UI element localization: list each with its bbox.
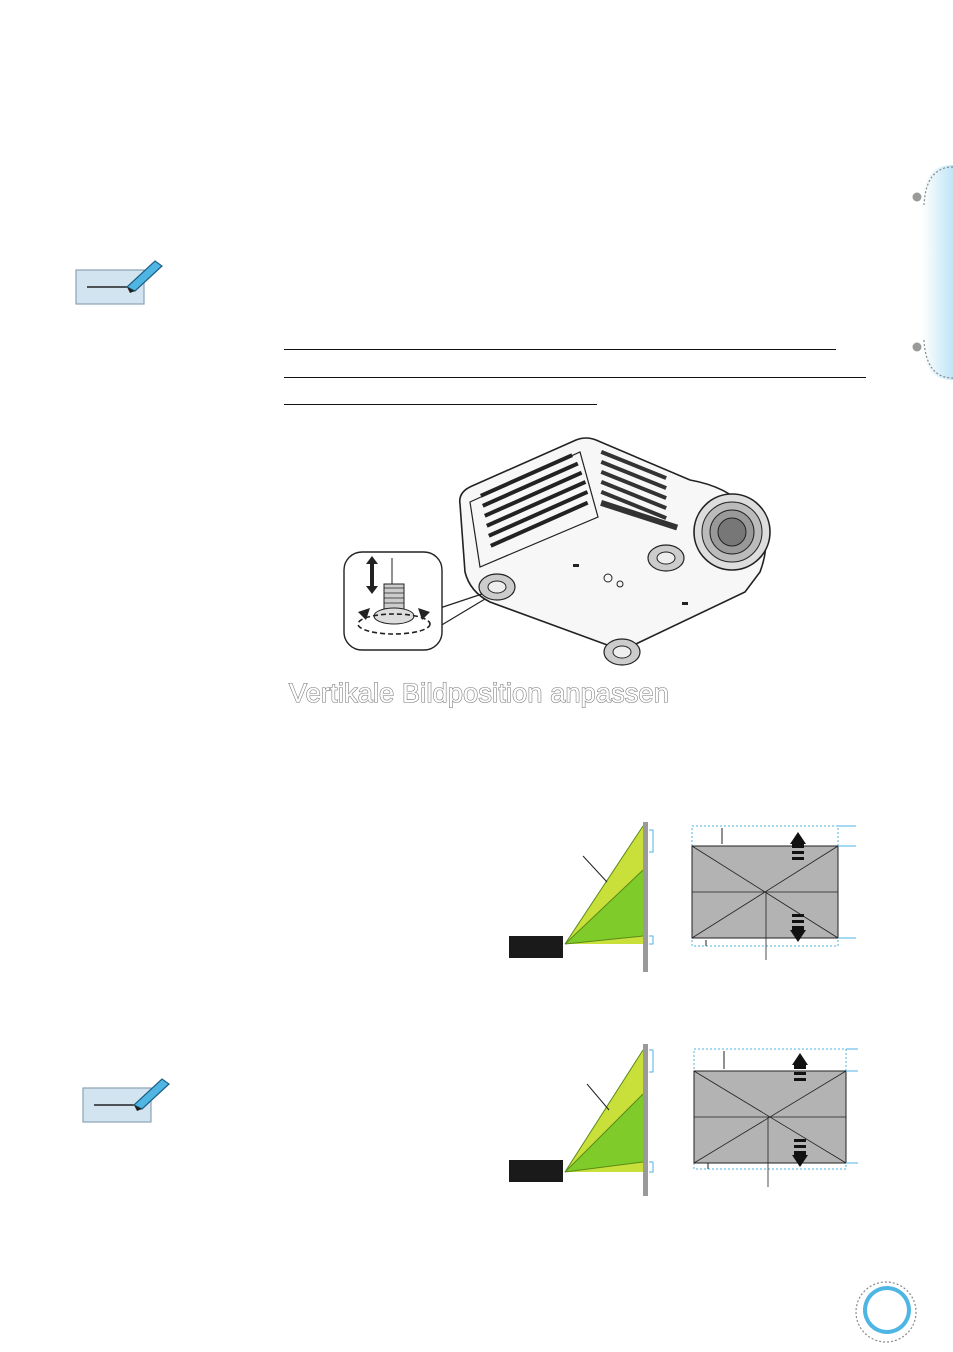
rule-line xyxy=(284,349,836,350)
language-side-tab xyxy=(912,165,953,380)
pencil-note-icon xyxy=(75,257,167,305)
screen-image-shift-diagram xyxy=(688,822,858,962)
projection-beam-diagram xyxy=(505,1040,655,1198)
rule-line xyxy=(284,377,866,378)
projection-beam-diagram xyxy=(505,818,655,976)
page-number-badge xyxy=(850,1280,922,1352)
projector-underside-illustration xyxy=(340,432,790,672)
section-heading: Vertikale Bildposition anpassen xyxy=(289,678,669,708)
screen-image-shift-diagram xyxy=(690,1045,860,1190)
pencil-note-icon xyxy=(82,1075,174,1123)
rule-line xyxy=(284,404,597,405)
